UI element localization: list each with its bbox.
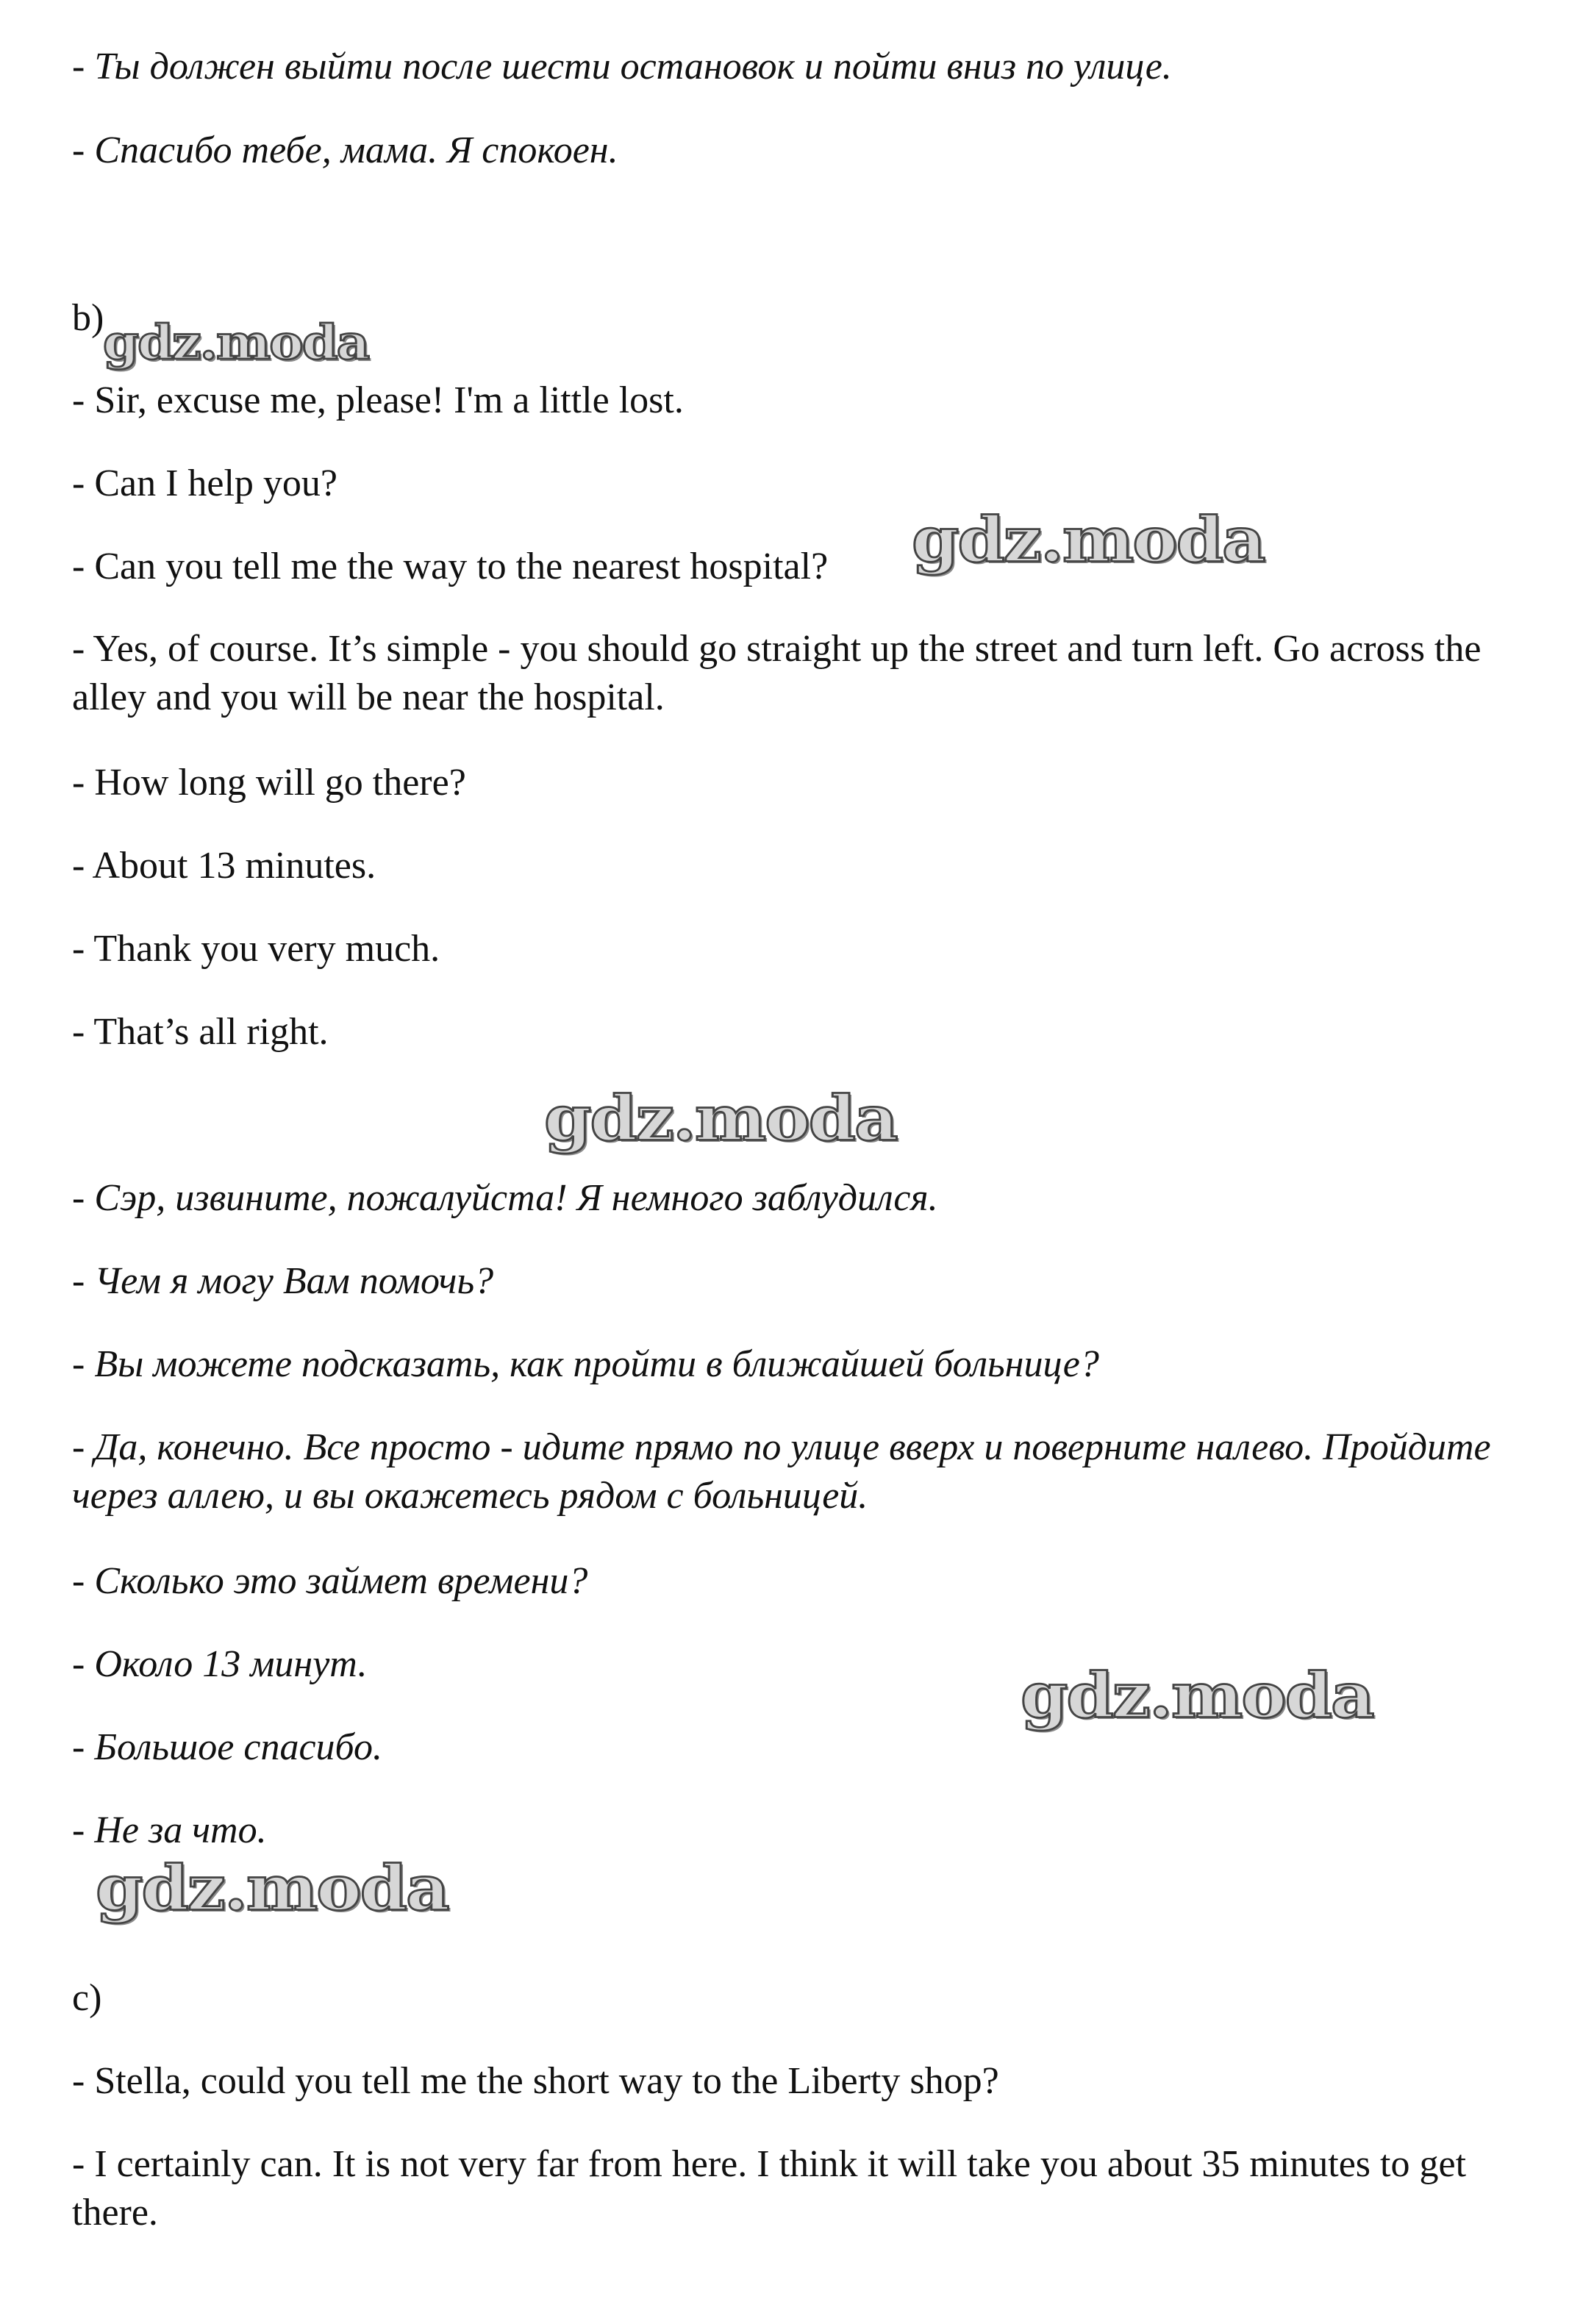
watermark-logo-2: gdz.moda (912, 503, 1265, 576)
en-line-b4: - Yes, of course. It’s simple - you should go straight up the street and turn left. Go across the alley and you will be near the hospital. (72, 628, 1482, 718)
en-line-b5: - How long will go there? (72, 762, 466, 804)
en-line-b6: - About 13 minutes. (72, 845, 376, 887)
section-b-label: b) (72, 297, 104, 339)
watermark-logo-1: gdz.moda (103, 314, 369, 371)
en-line-b3: - Can you tell me the way to the nearest hospital? (72, 546, 829, 587)
ru-line-b1: - Сэр, извините, пожалуйста! Я немного заблудился. (72, 1177, 938, 1219)
ru-line-b7: - Большое спасибо. (72, 1726, 382, 1768)
en-line-b7: - Thank you very much. (72, 928, 440, 970)
en-line-c1: - Stella, could you tell me the short way to the Liberty shop? (72, 2060, 999, 2102)
en-line-c2: - I certainly can. It is not very far from here. I think it will take you about 35 minutes to get there. (72, 2143, 1467, 2234)
section-c-label: c) (72, 1977, 102, 2019)
ru-line-b5: - Сколько это займет времени? (72, 1560, 588, 1602)
ru-line-b2: - Чем я могу Вам помочь? (72, 1260, 494, 1302)
ru-line-a1: - Ты должен выйти после шести остановок и пойти вниз по улице. (72, 46, 1172, 87)
watermark-logo-3: gdz.moda (544, 1081, 897, 1155)
ru-line-b4: - Да, конечно. Все просто - идите прямо по улице вверх и поверните налево. Пройдите через аллею, и вы окажетесь рядом с больницей. (72, 1426, 1491, 1517)
watermark-logo-4: gdz.moda (1021, 1659, 1373, 1732)
en-line-b1: - Sir, excuse me, please! I'm a little lost. (72, 379, 684, 421)
watermark-logo-5: gdz.moda (96, 1851, 449, 1925)
ru-line-b6: - Около 13 минут. (72, 1643, 368, 1685)
ru-line-a2: - Спасибо тебе, мама. Я спокоен. (72, 129, 618, 171)
en-line-b2: - Can I help you? (72, 462, 338, 504)
ru-line-b8: - Не за что. (72, 1809, 267, 1851)
en-line-b8: - That’s all right. (72, 1011, 329, 1053)
ru-line-b3: - Вы можете подсказать, как пройти в ближайшей больнице? (72, 1343, 1099, 1385)
